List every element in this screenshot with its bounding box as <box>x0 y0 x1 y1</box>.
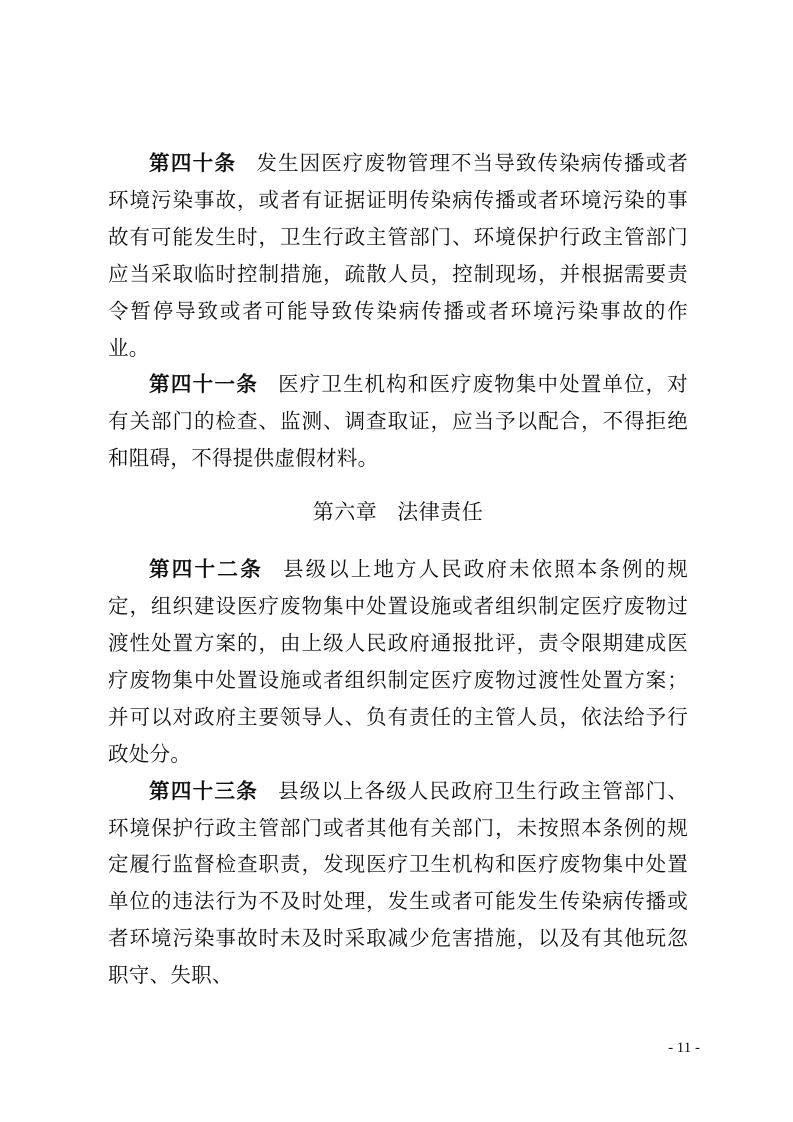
article-40-text: 发生因医疗废物管理不当导致传染病传播或者环境污染事故，或者有证据证明传染病传播或者环境污染的事故有可能发生时，卫生行政主管部门、环境保护行政主管部门应当采取临时控制措施，疏散人员，控制现场，并根据需要责令暂停导致或者可能导致传染病传播或者环境污染事故的作业。 <box>108 151 689 360</box>
article-43 <box>108 773 688 994</box>
page-number: - 11 - <box>668 1040 700 1056</box>
article-41-number: 第四十一条 <box>149 372 259 397</box>
article-41-text: 医疗卫生机构和医疗废物集中处置单位，对有关部门的检查、监测、调查取证，应当予以配合，不得拒绝和阻碍，不得提供虚假材料。 <box>108 372 689 471</box>
article-42-number: 第四十二条 <box>149 557 263 582</box>
article-40 <box>108 145 688 366</box>
article-42-text: 县级以上地方人民政府未依照本条例的规定，组织建设医疗废物集中处置设施或者组织制定医疗废物过渡性处置方案的，由上级人民政府通报批评，责令限期建成医疗废物集中处置设施或者组织制定医疗废物过渡性处置方案；并可以对政府主要领导人、负有责任的主管人员，依法给予行政处分。 <box>108 557 688 766</box>
article-42 <box>108 551 688 772</box>
chapter-heading <box>108 494 688 530</box>
article-43-number: 第四十三条 <box>149 778 259 803</box>
article-41 <box>108 366 688 477</box>
article-43-text: 县级以上各级人民政府卫生行政主管部门、环境保护行政主管部门或者其他有关部门，未按照本条例的规定履行监督检查职责，发现医疗卫生机构和医疗废物集中处置单位的违法行为不及时处理，发生或者可能发生传染病传播或者环境污染事故时未及时采取减少危害措施，以及有其他玩忽职守、失职、 <box>108 778 689 988</box>
chapter-title: 法律责任 <box>397 500 484 525</box>
article-40-number: 第四十条 <box>149 151 237 175</box>
page-content <box>108 145 688 994</box>
chapter-number: 第六章 <box>312 500 378 525</box>
